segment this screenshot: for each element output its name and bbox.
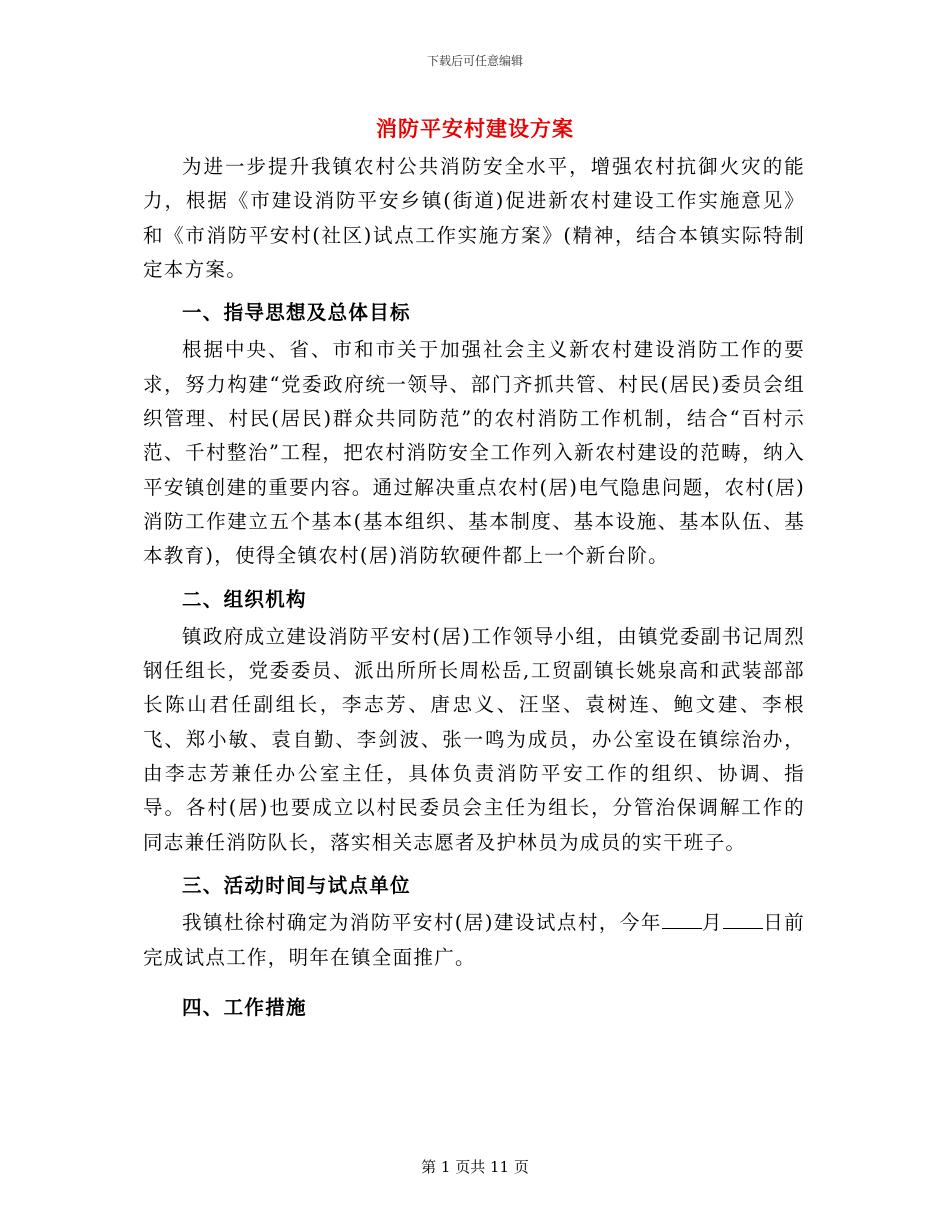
section-3-text-c: 日前完成试点工作，明年在镇全面推广。: [143, 911, 805, 969]
section-3-text-b: 月: [701, 911, 724, 935]
day-blank: [723, 910, 763, 929]
section-2-heading: 二、组织机构: [182, 587, 307, 611]
document-title: 消防平安村建设方案: [376, 116, 574, 141]
section-3-paragraph: [143, 906, 805, 975]
section-1-heading: 一、指导思想及总体目标: [182, 301, 411, 325]
page-footer: 第 1 页共 11 页: [421, 1158, 529, 1176]
section-2-paragraph: 镇政府成立建设消防平安村(居)工作领导小组，由镇党委副书记周烈钢任组长，党委委员、派出所所长周松岳,工贸副镇长姚泉高和武装部部长陈山君任副组长，李志芳、唐忠义、汪坚、袁树连、鲍文建、李根飞、郑小敏、袁自勤、李剑波、张一鸣为成员，办公室设在镇综治办，由李志芳兼任办公室主任，具体负责消防平安工作的组织、协调、指导。各村(居)也要成立以村民委员会主任为组长，分管治保调解工作的同志兼任消防队长，落实相关志愿者及护林员为成员的实干班子。: [143, 624, 805, 854]
header-note: 下载后可任意编辑: [426, 54, 523, 68]
intro-paragraph: 为进一步提升我镇农村公共消防安全水平，增强农村抗御火灾的能力，根据《市建设消防平安乡镇(街道)促进新农村建设工作实施意见》和《市消防平安村(社区)试点工作实施方案》(精神，结合本镇实际特制定本方案。: [143, 155, 805, 281]
document-body: [143, 150, 805, 1025]
section-4-heading: 四、工作措施: [182, 995, 307, 1019]
month-blank: [662, 910, 702, 929]
section-1-paragraph: 根据中央、省、市和市关于加强社会主义新农村建设消防工作的要求，努力构建“党委政府统一领导、部门齐抓共管、村民(居民)委员会组织管理、村民(居民)群众共同防范”的农村消防工作机制，结合“百村示范、千村整治”工程，把农村消防安全工作列入新农村建设的范畴，纳入平安镇创建的重要内容。通过解决重点农村(居)电气隐患问题，农村(居)消防工作建立五个基本(基本组织、基本制度、基本设施、基本队伍、基本教育)，使得全镇农村(居)消防软硬件都上一个新台阶。: [143, 338, 805, 568]
section-3-text-a: 我镇杜徐村确定为消防平安村(居)建设试点村，今年: [182, 911, 662, 935]
section-3-heading: 三、活动时间与试点单位: [182, 873, 411, 897]
